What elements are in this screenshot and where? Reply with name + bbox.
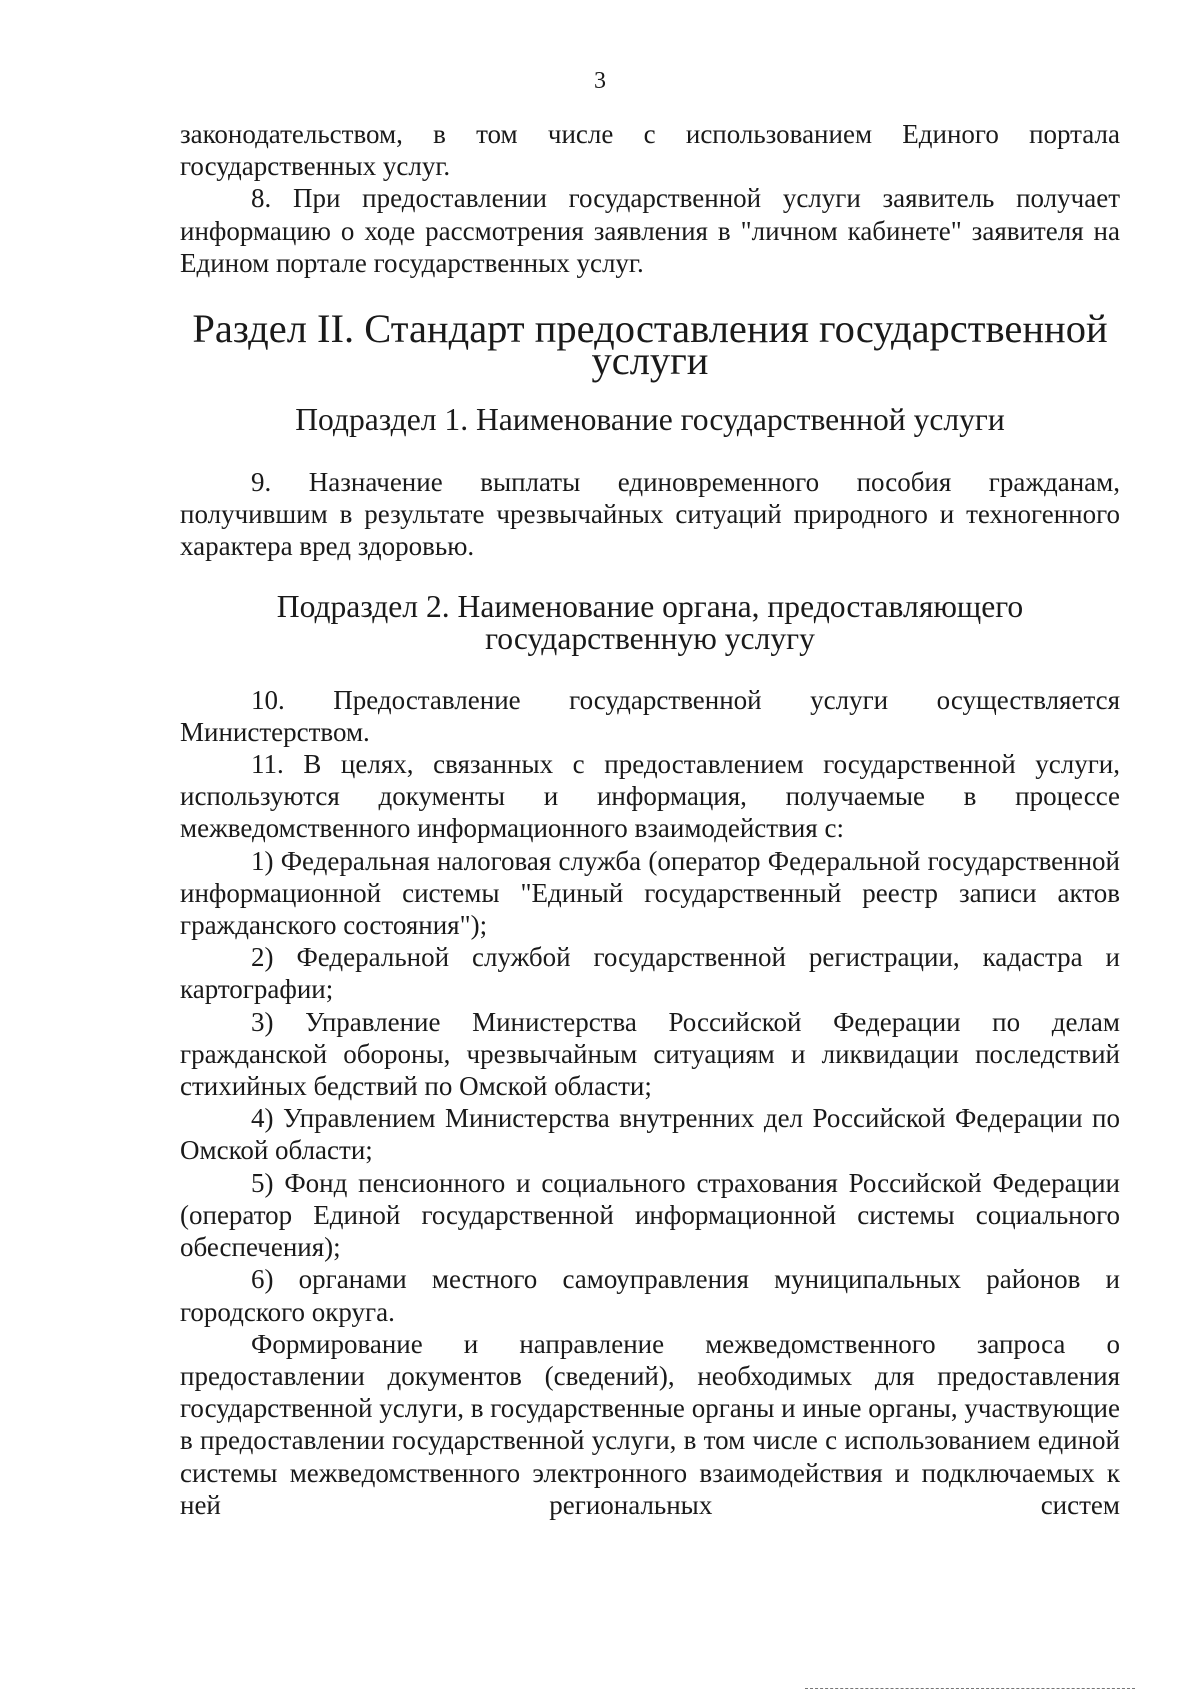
subsection-2-title-line-1: Подраздел 2. Наименование органа, предоставляющего [276, 589, 1024, 625]
subsection-2-title-line-2: государственную услугу [485, 621, 815, 657]
paragraph-continuation: законодательством, в том числе с использованием Единого портала государственных услуг. [180, 119, 1120, 182]
section-title: Раздел II. Стандарт предоставления государственной услуги [192, 306, 1108, 384]
list-item: 4) Управлением Министерства внутренних дел Российской Федерации по Омской области; [180, 1103, 1120, 1166]
list-item: 6) органами местного самоуправления муниципальных районов и городского округа. [180, 1264, 1120, 1327]
paragraph-item-11: 11. В целях, связанных с предоставлением государственной услуги, используются документы и информация, получаемые в процессе межведомственного информационного взаимодействия с: [180, 749, 1120, 844]
list-item: 2) Федеральной службой государственной регистрации, кадастра и картографии; [180, 942, 1120, 1005]
document-body [180, 118, 1120, 1521]
paragraph-item-8: 8. При предоставлении государственной услуги заявитель получает информацию о ходе рассмотрения заявления в "личном кабинете" заявителя на Едином портале государственных услуг. [180, 183, 1120, 278]
list-item: 5) Фонд пенсионного и социального страхования Российской Федерации (оператор Единой государственной информационной системы социального обеспечения); [180, 1167, 1120, 1263]
list-item: 1) Федеральная налоговая служба (оператор Федеральной государственной информационной системы "Единый государственный реестр записи актов гражданского состояния"); [180, 845, 1120, 941]
list-item: 3) Управление Министерства Российской Федерации по делам гражданской обороны, чрезвычайным ситуациям и ликвидации последствий стихийных бедствий по Омской области; [180, 1006, 1120, 1102]
paragraph-final: Формирование и направление межведомственного запроса о предоставлении документов (сведений), необходимых для предоставления государственной услуги, в государственные органы и иные органы, участвующие в предоставлении государственной услуги, в том числе с использованием единой системы межведомственного электронного взаимодействия и подключаемых к ней региональных систем [180, 1328, 1120, 1520]
paragraph-item-10: 10. Предоставление государственной услуги осуществляется Министерством. [180, 684, 1120, 747]
paragraph-item-9: 9. Назначение выплаты единовременного пособия гражданам, получившим в результате чрезвычайных ситуаций природного и техногенного характера вред здоровью. [180, 466, 1120, 562]
subsection-1-title: Подраздел 1. Наименование государственной услуги [295, 402, 1005, 438]
page-number: 3 [594, 68, 606, 94]
footer-divider [805, 1688, 1135, 1690]
